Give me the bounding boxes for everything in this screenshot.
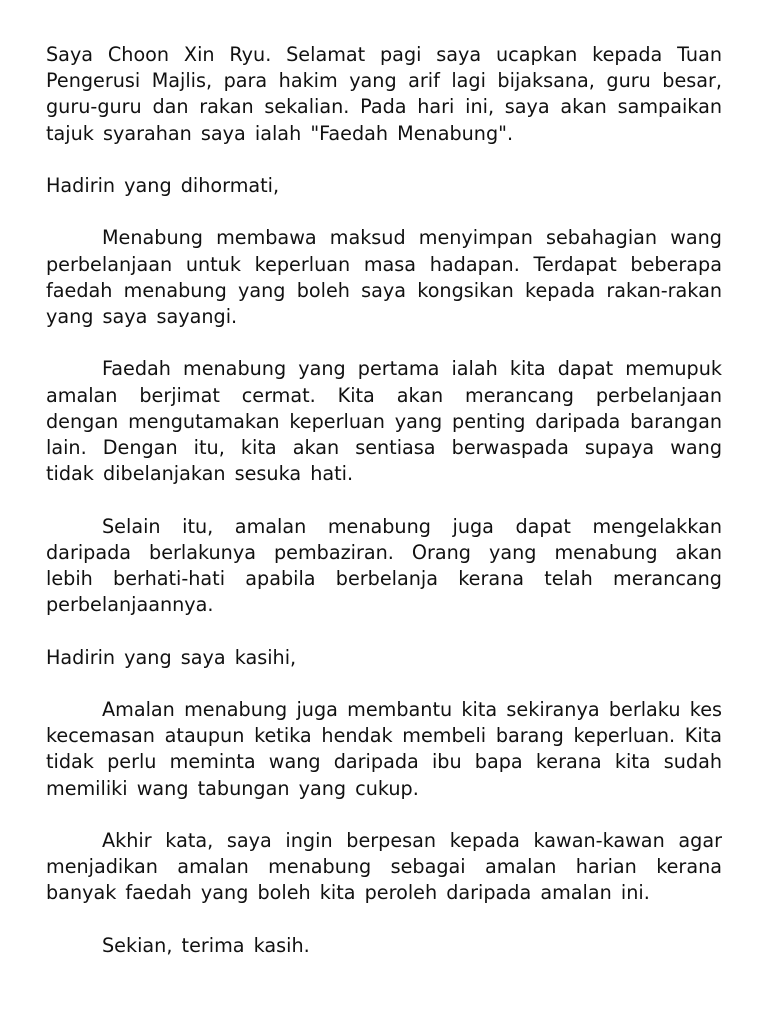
paragraph-definition: Menabung membawa maksud menyimpan sebahagian wang perbelanjaan untuk keperluan masa hadapan. Terdapat beberapa faedah menabung yang boleh saya kongsikan kepada rakan-rakan yang saya sayangi. [46, 226, 722, 328]
paragraph-first-benefit: Faedah menabung yang pertama ialah kita dapat memupuk amalan berjimat cermat. Kita akan merancang perbelanjaan dengan mengutamakan keperluan yang penting daripada barangan lain. Dengan itu, kita akan sentiasa berwaspada supaya wang tidak dibelanjakan sesuka hati. [46, 357, 722, 486]
greeting-honoured: Hadirin yang dihormati, [46, 174, 280, 197]
paragraph-second-benefit: Selain itu, amalan menabung juga dapat mengelakkan daripada berlakunya pembaziran. Orang yang menabung akan lebih berhati-hati apabila berbelanja kerana telah merancang perbelanjaannya. [46, 514, 722, 617]
speech-document [46, 42, 722, 985]
closing-line: Sekian, terima kasih. [102, 933, 310, 957]
paragraph-conclusion: Akhir kata, saya ingin berpesan kepada kawan-kawan agar menjadikan amalan menabung sebagai amalan harian kerana banyak faedah yang boleh kita peroleh daripada amalan ini. [46, 828, 722, 905]
intro-paragraph: Saya Choon Xin Ryu. Selamat pagi saya ucapkan kepada Tuan Pengerusi Majlis, para hakim yang arif lagi bijaksana, guru besar, guru-guru dan rakan sekalian. Pada hari ini, saya akan sampaikan tajuk syarahan saya ialah "Faedah Menabung". [46, 43, 722, 145]
paragraph-third-benefit: Amalan menabung juga membantu kita sekiranya berlaku kes kecemasan ataupun ketika hendak membeli barang keperluan. Kita tidak perlu meminta wang daripada ibu bapa kerana kita sudah memiliki wang tabungan yang cukup. [46, 697, 722, 800]
greeting-beloved: Hadirin yang saya kasihi, [46, 645, 297, 669]
